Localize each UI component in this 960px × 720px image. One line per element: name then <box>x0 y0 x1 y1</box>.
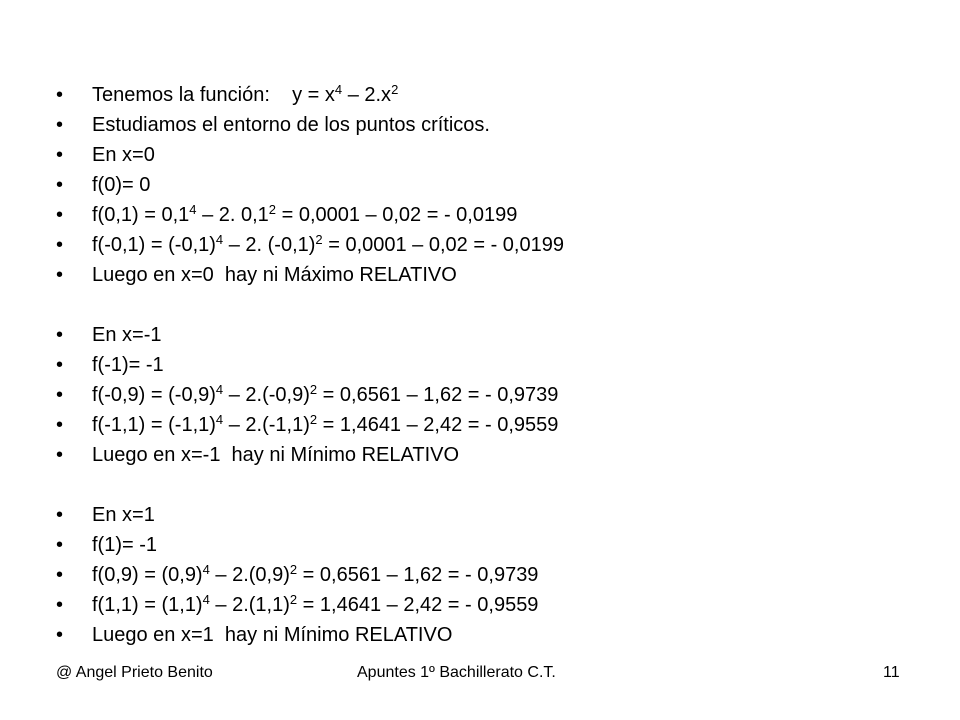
bullet-dot: • <box>56 234 64 256</box>
bullet-line <box>56 320 936 350</box>
text-run: – 2.(-0,9) <box>223 384 310 406</box>
bullet-dot: • <box>56 114 64 136</box>
exponent: 4 <box>215 232 224 247</box>
text-run: Luego en x=0 hay ni Máximo RELATIVO <box>92 264 457 286</box>
exponent: 2 <box>289 562 298 577</box>
bullet-dot: • <box>56 144 64 166</box>
bullet-text <box>92 410 558 440</box>
text-run: En x=1 <box>92 504 155 526</box>
bullet-text <box>92 170 150 200</box>
exponent: 2 <box>309 382 318 397</box>
bullet-text <box>92 260 457 290</box>
text-run: f(0,9) = (0,9) <box>92 564 203 586</box>
bullet-line <box>56 590 936 620</box>
text-run: f(0)= 0 <box>92 174 151 196</box>
bullet-line <box>56 530 936 560</box>
text-run: f(1,1) = (1,1) <box>92 594 203 616</box>
bullet-dot: • <box>56 384 64 406</box>
text-run: – 2.(-1,1) <box>223 414 310 436</box>
exponent: 4 <box>189 202 197 217</box>
text-run: = 0,6561 – 1,62 = - 0,9739 <box>297 564 539 586</box>
exponent: 4 <box>215 382 224 397</box>
bullet-text <box>92 140 155 170</box>
exponent: 4 <box>202 592 210 607</box>
bullet-text <box>92 380 558 410</box>
bullet-dot: • <box>56 504 64 526</box>
exponent: 4 <box>215 412 224 427</box>
blank-line <box>56 290 936 320</box>
text-run: = 0,6561 – 1,62 = - 0,9739 <box>317 384 559 406</box>
bullet-line <box>56 440 936 470</box>
bullet-text <box>92 230 564 260</box>
bullet-text <box>92 500 155 530</box>
footer-page-number: 11 <box>883 664 900 681</box>
bullet-text <box>92 440 459 470</box>
bullet-line <box>56 230 936 260</box>
footer-course-title: Apuntes 1º Bachillerato C.T. <box>357 664 556 681</box>
bullet-dot: • <box>56 414 64 436</box>
exponent: 4 <box>334 82 343 97</box>
bullet-text <box>92 590 538 620</box>
bullet-dot: • <box>56 354 64 376</box>
text-run: Estudiamos el entorno de los puntos críticos. <box>92 114 490 136</box>
bullet-line <box>56 560 936 590</box>
bullet-dot: • <box>56 264 64 286</box>
bullet-line <box>56 380 936 410</box>
text-run: = 1,4641 – 2,42 = - 0,9559 <box>297 594 539 616</box>
text-run: – 2.(1,1) <box>209 594 290 616</box>
bullet-dot: • <box>56 324 64 346</box>
bullet-line <box>56 500 936 530</box>
bullet-dot: • <box>56 444 64 466</box>
bullet-dot: • <box>56 204 64 226</box>
footer-author: @ Angel Prieto Benito <box>56 664 213 681</box>
blank-line <box>56 470 936 500</box>
exponent: 2 <box>309 412 318 427</box>
text-run: Luego en x=-1 hay ni Mínimo RELATIVO <box>92 444 460 466</box>
bullet-dot: • <box>56 564 64 586</box>
bullet-text <box>92 110 490 140</box>
text-run: – 2.x <box>342 84 392 106</box>
bullet-text <box>92 560 538 590</box>
text-run: Tenemos la función: y = x <box>92 84 335 106</box>
bullet-text <box>92 620 452 650</box>
text-run: f(-0,9) = (-0,9) <box>92 384 216 406</box>
text-run: f(-1)= -1 <box>92 354 164 376</box>
bullet-dot: • <box>56 174 64 196</box>
bullet-line <box>56 260 936 290</box>
exponent: 2 <box>315 232 323 247</box>
bullet-text <box>92 320 161 350</box>
bullet-line <box>56 410 936 440</box>
text-run: f(-0,1) = (-0,1) <box>92 234 216 256</box>
text-run: = 0,0001 – 0,02 = - 0,0199 <box>322 234 564 256</box>
bullet-line <box>56 140 936 170</box>
exponent: 2 <box>268 202 277 217</box>
text-run: – 2. (-0,1) <box>223 234 316 256</box>
text-run: f(1)= -1 <box>92 534 158 556</box>
bullet-dot: • <box>56 534 64 556</box>
text-run: – 2. 0,1 <box>196 204 269 226</box>
bullet-text <box>92 350 164 380</box>
bullet-text <box>92 530 157 560</box>
slide-bullet-list <box>56 80 936 650</box>
text-run: – 2.(0,9) <box>209 564 290 586</box>
bullet-line <box>56 110 936 140</box>
bullet-line <box>56 350 936 380</box>
bullet-line <box>56 170 936 200</box>
bullet-line <box>56 200 936 230</box>
bullet-text <box>92 80 398 110</box>
bullet-dot: • <box>56 624 64 646</box>
bullet-line <box>56 620 936 650</box>
bullet-text <box>92 200 517 230</box>
text-run: = 0,0001 – 0,02 = - 0,0199 <box>276 204 518 226</box>
exponent: 2 <box>289 592 298 607</box>
bullet-dot: • <box>56 594 64 616</box>
text-run: f(-1,1) = (-1,1) <box>92 414 216 436</box>
text-run: Luego en x=1 hay ni Mínimo RELATIVO <box>92 624 453 646</box>
text-run: f(0,1) = 0,1 <box>92 204 190 226</box>
bullet-dot: • <box>56 84 64 106</box>
exponent: 4 <box>202 562 210 577</box>
bullet-line <box>56 80 936 110</box>
exponent: 2 <box>391 82 399 97</box>
text-run: = 1,4641 – 2,42 = - 0,9559 <box>317 414 559 436</box>
text-run: En x=0 <box>92 144 155 166</box>
text-run: En x=-1 <box>92 324 162 346</box>
